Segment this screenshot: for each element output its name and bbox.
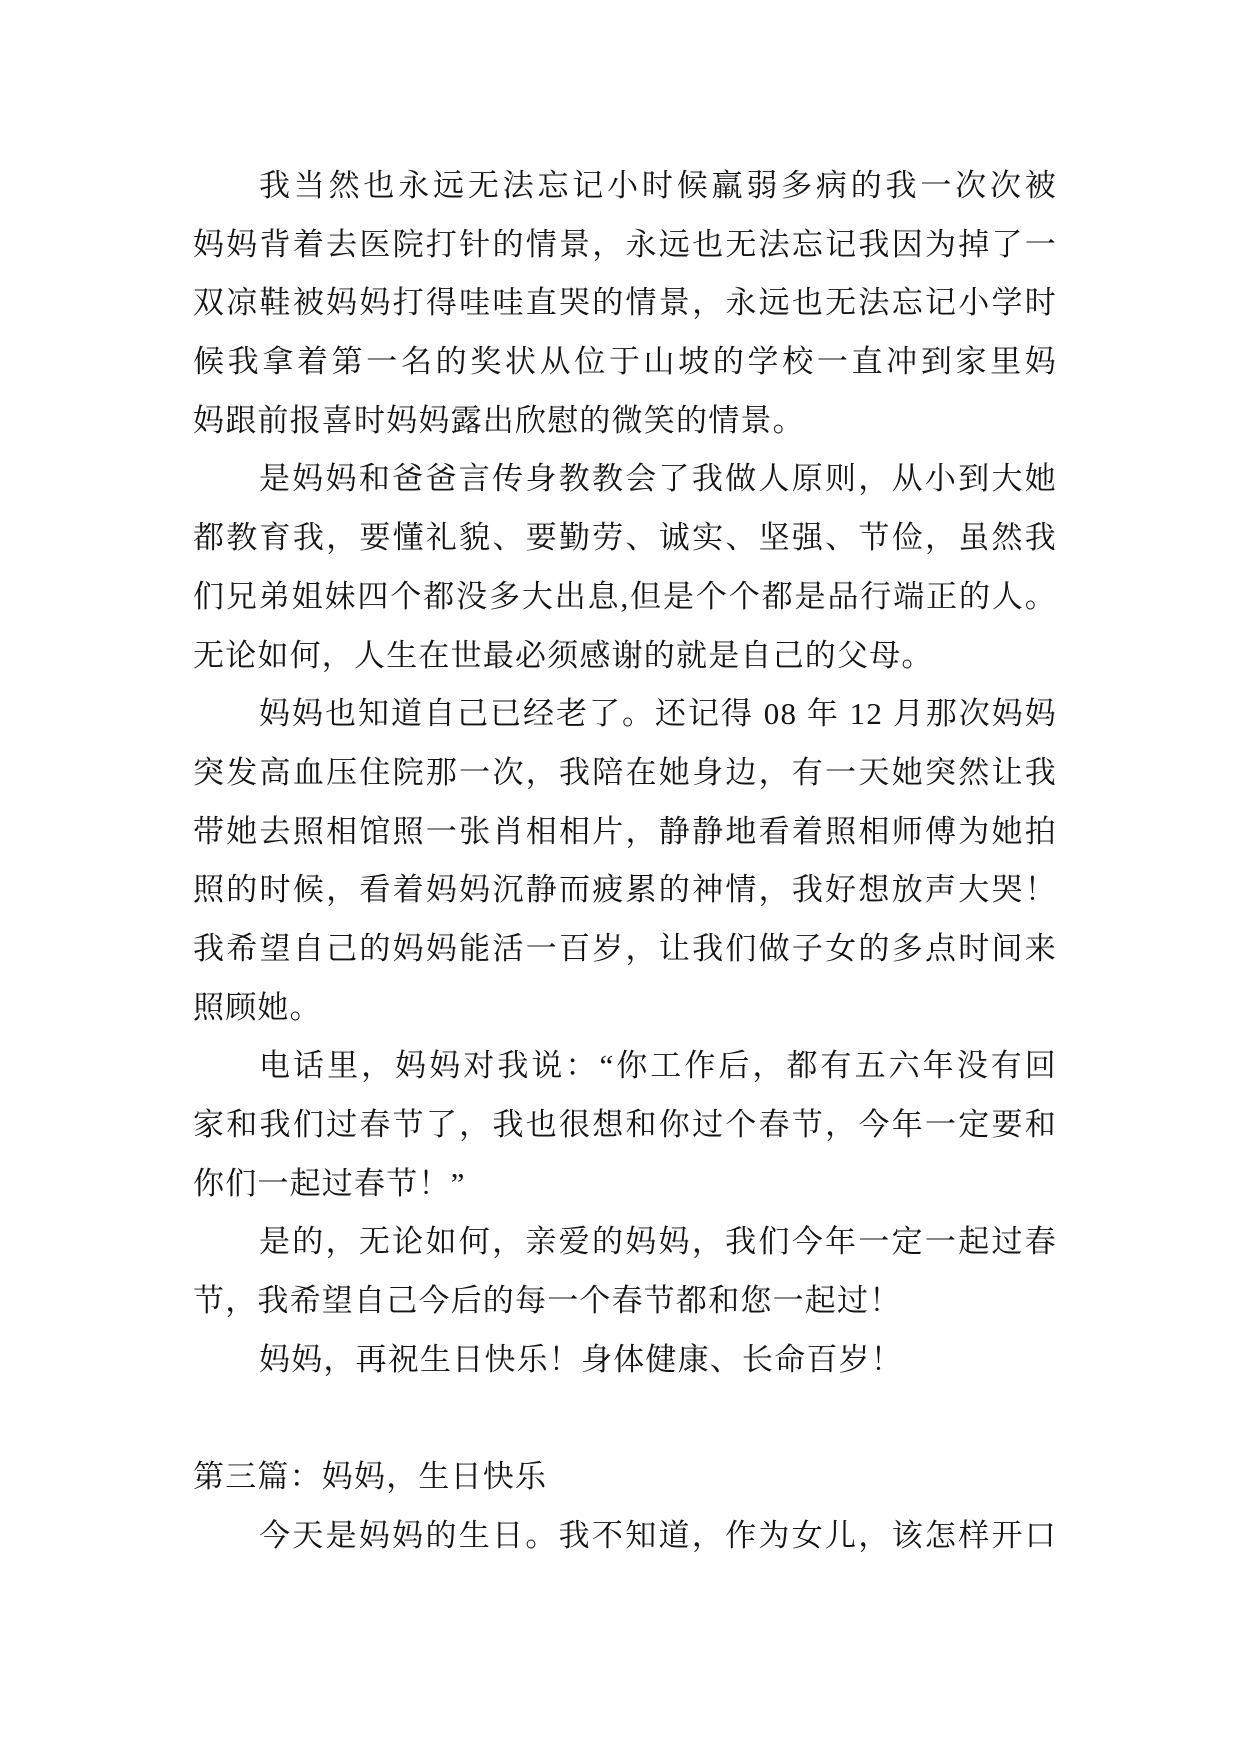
paragraph-line: 候我拿着第一名的奖状从位于山坡的学校一直冲到家里妈: [193, 344, 1057, 380]
paragraph-line: 无论如何，人生在世最必须感谢的就是自己的父母。: [193, 637, 934, 673]
paragraph: [193, 1213, 1057, 1330]
section-heading: 第三篇：妈妈，生日快乐: [193, 1459, 548, 1495]
paragraph: [193, 1331, 1057, 1390]
paragraph-line: 突发高血压住院那一次，我陪在她身边，有一天她突然让我: [193, 754, 1057, 790]
paragraph-line: 节，我希望自己今后的每一个春节都和您一起过！: [193, 1283, 902, 1319]
paragraph: [193, 450, 1057, 685]
blank-line: [193, 1389, 1057, 1448]
paragraph-line: 我当然也永远无法忘记小时候羸弱多病的我一次次被: [259, 168, 1057, 203]
paragraph-line: 照的时候，看着妈妈沉静而疲累的神情，我好想放声大哭！: [193, 872, 1057, 908]
paragraph-line: 妈妈，再祝生日快乐！身体健康、长命百岁！: [259, 1341, 903, 1377]
paragraph-line: 带她去照相馆照一张肖相相片，静静地看着照相师傅为她拍: [193, 813, 1057, 849]
paragraph-line: 电话里，妈妈对我说：“你工作后，都有五六年没有回: [259, 1048, 1057, 1084]
paragraph-line: 是妈妈和爸爸言传身教教会了我做人原则，从小到大她: [259, 461, 1057, 497]
paragraph-line: 我希望自己的妈妈能活一百岁，让我们做子女的多点时间来: [193, 930, 1057, 966]
paragraph-line: 妈跟前报喜时妈妈露出欣慰的微笑的情景。: [193, 402, 805, 438]
paragraph: [193, 685, 1057, 1037]
paragraph-line: 是的，无论如何，亲爱的妈妈，我们今年一定一起过春: [259, 1224, 1057, 1260]
paragraph: [193, 1037, 1057, 1213]
paragraph-line: 家和我们过春节了，我也很想和你过个春节，今年一定要和: [193, 1107, 1057, 1142]
paragraph-line: 双凉鞋被妈妈打得哇哇直哭的情景，永远也无法忘记小学时: [193, 285, 1057, 321]
paragraph: [193, 1507, 1057, 1566]
paragraph-line: 今天是妈妈的生日。我不知道，作为女儿，该怎样开口: [259, 1517, 1057, 1553]
document-body: [193, 157, 1057, 1566]
paragraph-line: 们兄弟姐妹四个都没多大出息,但是个个都是品行端正的人。: [193, 578, 1057, 614]
paragraph-line: 妈妈也知道自己已经老了。还记得 08 年 12 月那次妈妈: [259, 696, 1057, 732]
paragraph-line: 都教育我，要懂礼貌、要勤劳、诚实、坚强、节俭，虽然我: [193, 520, 1057, 556]
paragraph-line: 照顾她。: [193, 989, 322, 1025]
paragraph-line: 妈妈背着去医院打针的情景，永远也无法忘记我因为掉了一: [193, 226, 1057, 262]
paragraph: [193, 157, 1057, 450]
paragraph-line: 你们一起过春节！”: [193, 1165, 466, 1201]
